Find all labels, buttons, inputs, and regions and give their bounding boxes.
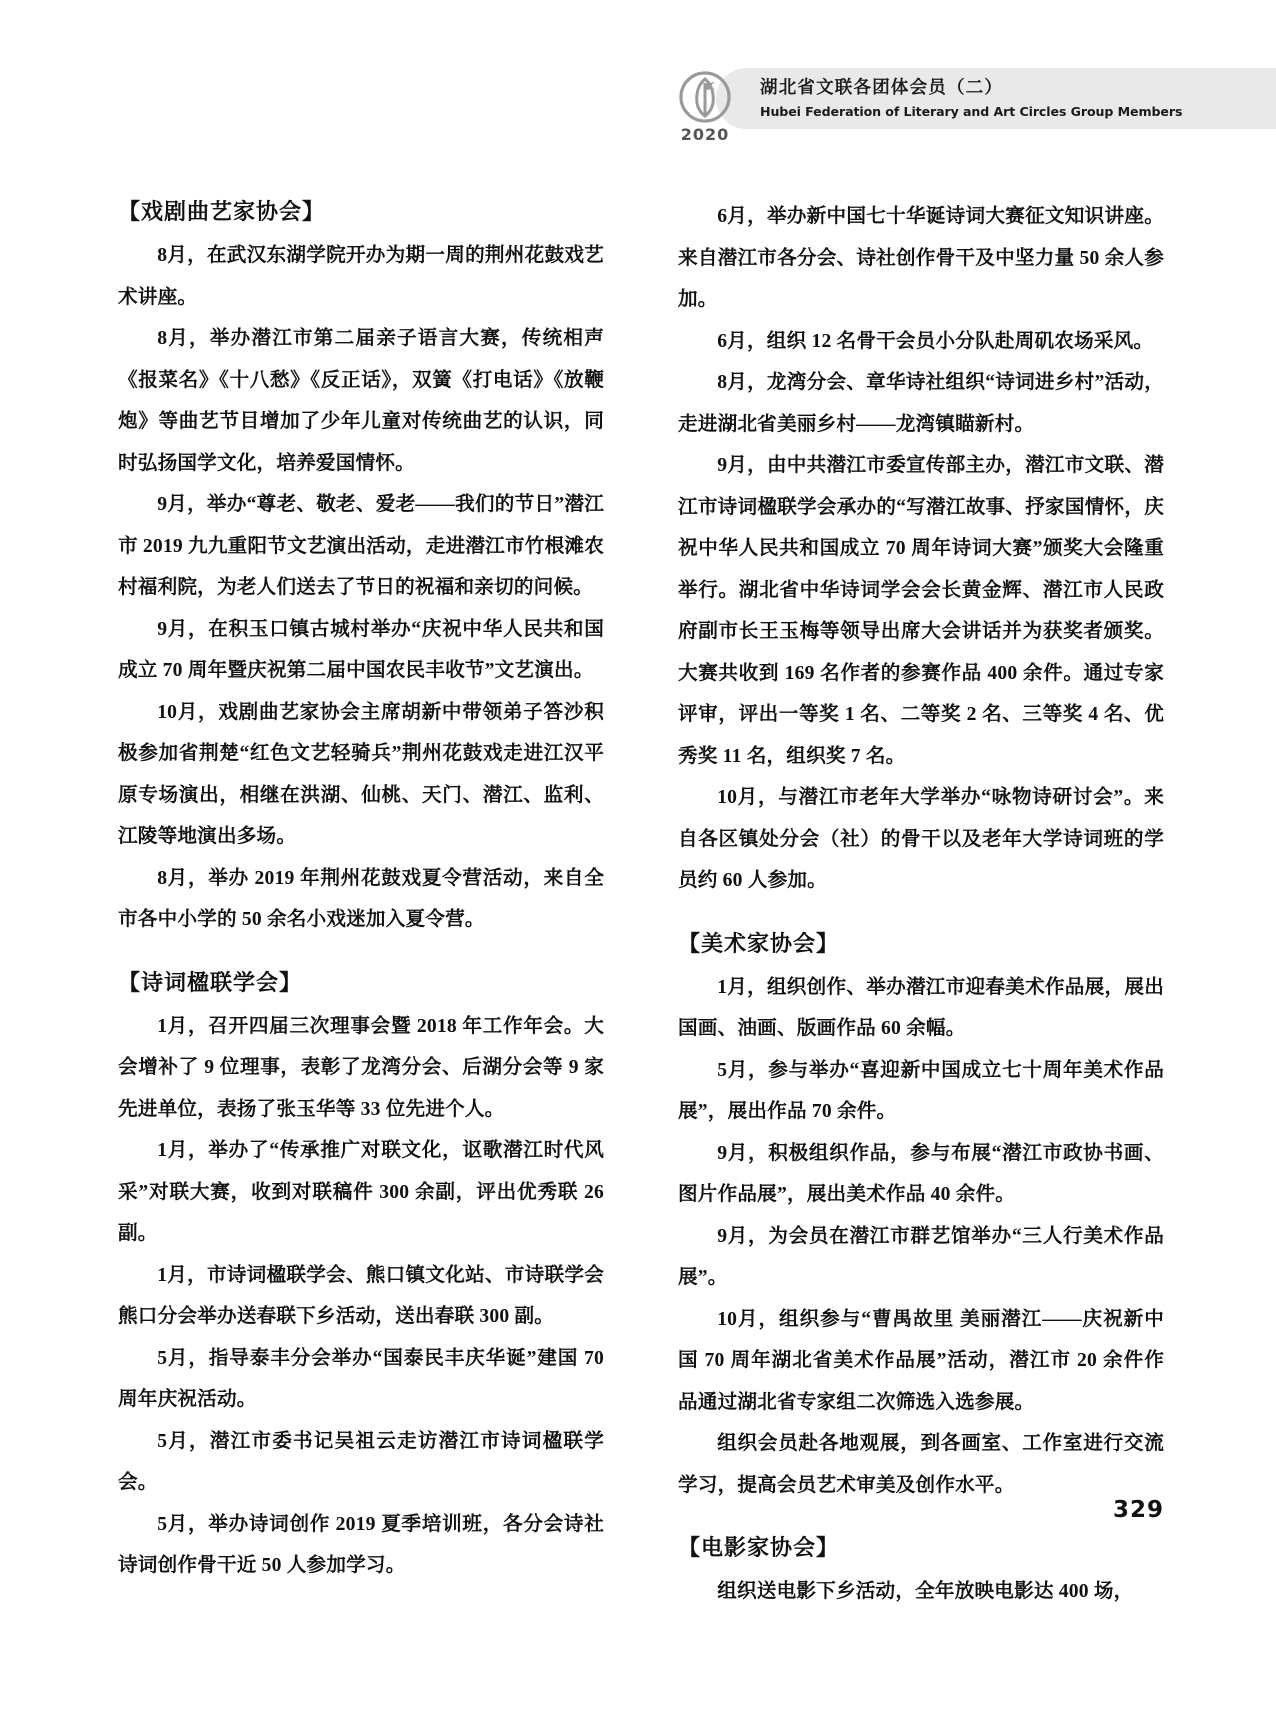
body-paragraph: 9月，举办“尊老、敬老、爱老——我们的节日”潜江市 2019 九九重阳节文艺演出活动，走进潜江市竹根滩农村福利院，为老人们送去了节日的祝福和亲切的问候。 bbox=[118, 494, 604, 598]
header-logo-block bbox=[666, 68, 744, 144]
page-header bbox=[0, 68, 1276, 144]
left-column bbox=[118, 196, 604, 1576]
body-paragraph: 6月，组织 12 名骨干会员小分队赴周矶农场采风。 bbox=[717, 330, 1154, 352]
body-paragraph: 8月，在武汉东湖学院开办为期一周的荆州花鼓戏艺术讲座。 bbox=[118, 245, 604, 308]
header-inner bbox=[666, 68, 1276, 144]
body-paragraph: 10月，与潜江市老年大学举办“咏物诗研讨会”。来自各区镇处分会（社）的骨干以及老年大学诗词班的学员约 60 人参加。 bbox=[678, 787, 1164, 891]
body-paragraph: 1月，组织创作、举办潜江市迎春美术作品展，展出国画、油画、版画作品 60 余幅。 bbox=[678, 976, 1164, 1039]
body-paragraph: 8月，举办潜江市第二届亲子语言大赛，传统相声《报菜名》《十八愁》《反正话》，双簧《打电话》《放鞭炮》等曲艺节目增加了少年儿童对传统曲艺的认识，同时弘扬国学文化，培养爱国情怀。 bbox=[118, 328, 604, 474]
header-logo-year: 2020 bbox=[680, 125, 730, 144]
section-heading: 【戏剧曲艺家协会】 bbox=[118, 200, 326, 225]
section-heading: 【电影家协会】 bbox=[678, 1536, 840, 1561]
body-paragraph: 5月，潜江市委书记吴祖云走访潜江市诗词楹联学会。 bbox=[118, 1430, 604, 1493]
body-paragraph: 5月，指导泰丰分会举办“国泰民丰庆华诞”建国 70 周年庆祝活动。 bbox=[118, 1347, 604, 1410]
body-paragraph: 1月，召开四届三次理事会暨 2018 年工作年会。大会增补了 9 位理事，表彰了龙湾分会、后湖分会等 9 家先进单位，表扬了张玉华等 33 位先进个人。 bbox=[118, 1015, 604, 1120]
body-paragraph: 10月，组织参与“曹禺故里 美丽潜江——庆祝新中国 70 周年湖北省美术作品展”活动，潜江市 20 余件作品通过湖北省专家组二次筛选入选参展。 bbox=[678, 1308, 1164, 1413]
section-heading: 【美术家协会】 bbox=[678, 931, 840, 957]
header-banner bbox=[716, 68, 1276, 129]
body-paragraph: 8月，龙湾分会、章华诗社组织“诗词进乡村”活动，走进湖北省美丽乡村——龙湾镇瞄新村。 bbox=[678, 372, 1164, 435]
body-paragraph: 9月，积极组织作品，参与布展“潜江市政协书画、图片作品展”，展出美术作品 40 余件。 bbox=[678, 1142, 1164, 1205]
body-paragraph: 5月，参与举办“喜迎新中国成立七十周年美术作品展”，展出作品 70 余件。 bbox=[678, 1059, 1164, 1122]
body-paragraph: 9月，由中共潜江市委宣传部主办，潜江市文联、潜江市诗词楹联学会承办的“写潜江故事、抒家国情怀，庆祝中华人民共和国成立 70 周年诗词大赛”颁奖大会隆重举行。湖北省中华诗词学会会长黄金辉、潜江市人民政府副市长王玉梅等领导出席大会讲话并为获奖者颁奖。大赛共收到 169 名作者的参赛作品 400 余件。通过专家评审，评出一等奖 1 名、二等奖 2 名、三等奖 4 名、优秀奖 11 名，组织奖 7 名。 bbox=[678, 455, 1164, 767]
body-paragraph: 8月，举办 2019 年荆州花鼓戏夏令营活动，来自全市各中小学的 50 余名小戏迷加入夏令营。 bbox=[118, 867, 604, 930]
body-paragraph: 9月，在积玉口镇古城村举办“庆祝中华人民共和国成立 70 周年暨庆祝第二届中国农民丰收节”文艺演出。 bbox=[118, 618, 604, 681]
body-paragraph: 6月，举办新中国七十华诞诗词大赛征文知识讲座。来自潜江市各分会、诗社创作骨干及中坚力量 50 余人参加。 bbox=[678, 206, 1164, 310]
page-number: 329 bbox=[1112, 1497, 1164, 1523]
body-paragraph: 9月，为会员在潜江市群艺馆举办“三人行美术作品展”。 bbox=[678, 1225, 1164, 1288]
body-paragraph: 5月，举办诗词创作 2019 夏季培训班，各分会诗社诗词创作骨干近 50 人参加学习。 bbox=[118, 1513, 604, 1576]
body-paragraph: 组织会员赴各地观展，到各画室、工作室进行交流学习，提高会员艺术审美及创作水平。 bbox=[678, 1433, 1164, 1496]
body-paragraph: 组织送电影下乡活动，全年放映电影达 400 场， bbox=[717, 1581, 1134, 1602]
body-paragraph: 1月，举办了“传承推广对联文化，讴歌潜江时代风采”对联大赛，收到对联稿件 300 余副，评出优秀联 26 副。 bbox=[118, 1140, 604, 1244]
header-title-cn: 湖北省文联各团体会员（二） bbox=[760, 78, 1004, 98]
federation-emblem-icon bbox=[678, 70, 732, 124]
body-paragraph: 1月，市诗词楹联学会、熊口镇文化站、市诗联学会熊口分会举办送春联下乡活动，送出春联 300 副。 bbox=[118, 1264, 604, 1327]
section-heading: 【诗词楹联学会】 bbox=[118, 970, 303, 996]
header-title-en: Hubei Federation of Literary and Art Circles Group Members bbox=[760, 103, 1183, 119]
body-paragraph: 10月，戏剧曲艺家协会主席胡新中带领弟子答沙积极参加省荆楚“红色文艺轻骑兵”荆州花鼓戏走进江汉平原专场演出，相继在洪湖、仙桃、天门、潜江、监利、江陵等地演出多场。 bbox=[118, 701, 604, 847]
